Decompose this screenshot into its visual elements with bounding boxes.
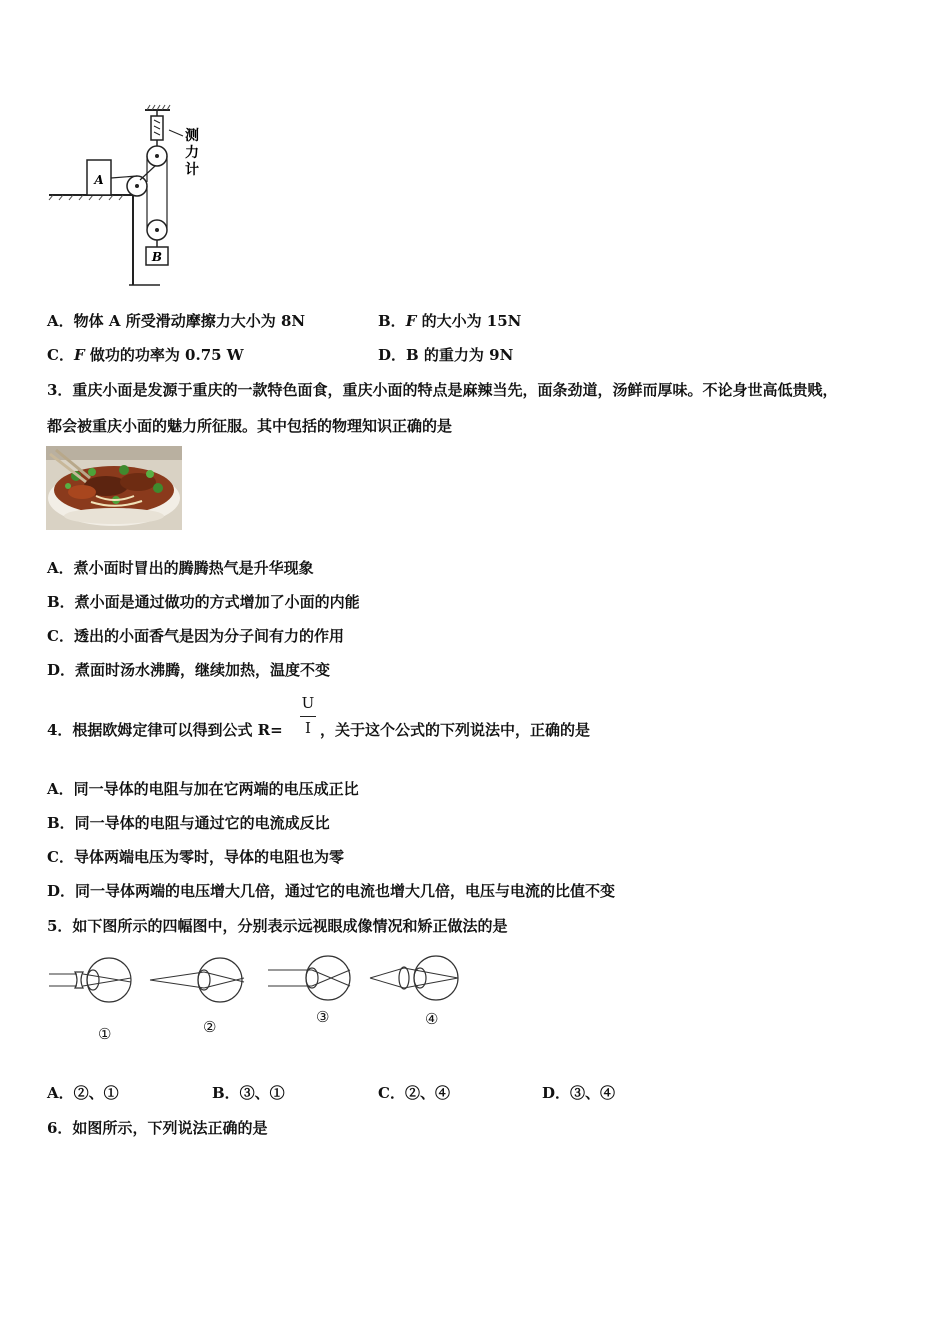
- q4-fraction-denominator: I: [305, 719, 311, 737]
- q3-stem-line2: 都会被重庆小面的魅力所征服。其中包括的物理知识正确的是: [47, 417, 453, 435]
- eye-diagram-2-label: ②: [203, 1018, 217, 1036]
- q2-option-b-suffix: 的大小为 15N: [416, 312, 522, 330]
- q2-option-a: A．物体 A 所受滑动摩擦力大小为 8N: [47, 312, 306, 330]
- spring-scale-label-1: 测: [185, 128, 199, 144]
- q2-option-c-suffix: 做功的功率为 0.75 W: [84, 346, 244, 364]
- q4-option-d: D．同一导体两端的电压增大几倍，通过它的电流也增大几倍，电压与电流的比值不变: [47, 882, 616, 900]
- q5-option-b: B．③、①: [212, 1084, 285, 1102]
- block-a-label: A: [94, 173, 104, 187]
- q3-option-a: A．煮小面时冒出的腾腾热气是升华现象: [47, 559, 314, 577]
- q3-option-d: D．煮面时汤水沸腾，继续加热，温度不变: [47, 661, 331, 679]
- eye-diagram-2: [148, 952, 248, 1012]
- q5-option-d: D．③、④: [542, 1084, 616, 1102]
- q2-option-c-var: F: [73, 346, 85, 364]
- q6-stem: 6．如图所示，下列说法正确的是: [47, 1119, 268, 1137]
- q4-option-b: B．同一导体的电阻与通过它的电流成反比: [47, 814, 330, 832]
- q2-option-b: [378, 311, 521, 331]
- q3-option-b: B．煮小面是通过做功的方式增加了小面的内能: [47, 593, 360, 611]
- q4-option-c: C．导体两端电压为零时，导体的电阻也为零: [47, 848, 344, 866]
- q2-option-c-prefix: C．: [47, 346, 74, 364]
- eye-diagram-3-label: ③: [316, 1008, 330, 1026]
- spring-scale-label-2: 力: [185, 145, 199, 161]
- eye-diagram-3: [266, 950, 356, 1010]
- q2-option-d: D．B 的重力为 9N: [378, 346, 514, 364]
- q3-option-c: C．透出的小面香气是因为分子间有力的作用: [47, 627, 344, 645]
- q4-stem-prefix: 4．根据欧姆定律可以得到公式 R=: [47, 721, 283, 739]
- q4-fraction-numerator: U: [301, 694, 315, 712]
- q5-option-c: C．②、④: [378, 1084, 450, 1102]
- q2-option-b-prefix: B．: [378, 312, 406, 330]
- q3-stem-line1: 3．重庆小面是发源于重庆的一款特色面食，重庆小面的特点是麻辣当先，面条劲道，汤鲜而厚味。不论身世高低贵贱，: [47, 381, 838, 399]
- q2-option-c: [47, 345, 244, 365]
- q5-option-a: A．②、①: [47, 1084, 119, 1102]
- q2-option-b-var: F: [405, 312, 417, 330]
- q4-option-a: A．同一导体的电阻与加在它两端的电压成正比: [47, 780, 359, 798]
- q4-fraction-bar: [300, 716, 316, 717]
- eye-diagram-1-label: ①: [98, 1025, 112, 1043]
- q4-stem-suffix: ，关于这个公式的下列说法中，正确的是: [320, 721, 591, 739]
- eye-diagram-1: [47, 952, 137, 1012]
- spring-scale-label-3: 计: [185, 162, 199, 178]
- block-b-label: B: [151, 250, 163, 264]
- pulley-diagram: [45, 100, 205, 290]
- noodle-bowl-image: [46, 446, 182, 530]
- eye-diagram-4: [368, 950, 464, 1010]
- q5-stem: 5．如下图所示的四幅图中，分别表示远视眼成像情况和矫正做法的是: [47, 917, 508, 935]
- eye-diagram-4-label: ④: [425, 1010, 439, 1028]
